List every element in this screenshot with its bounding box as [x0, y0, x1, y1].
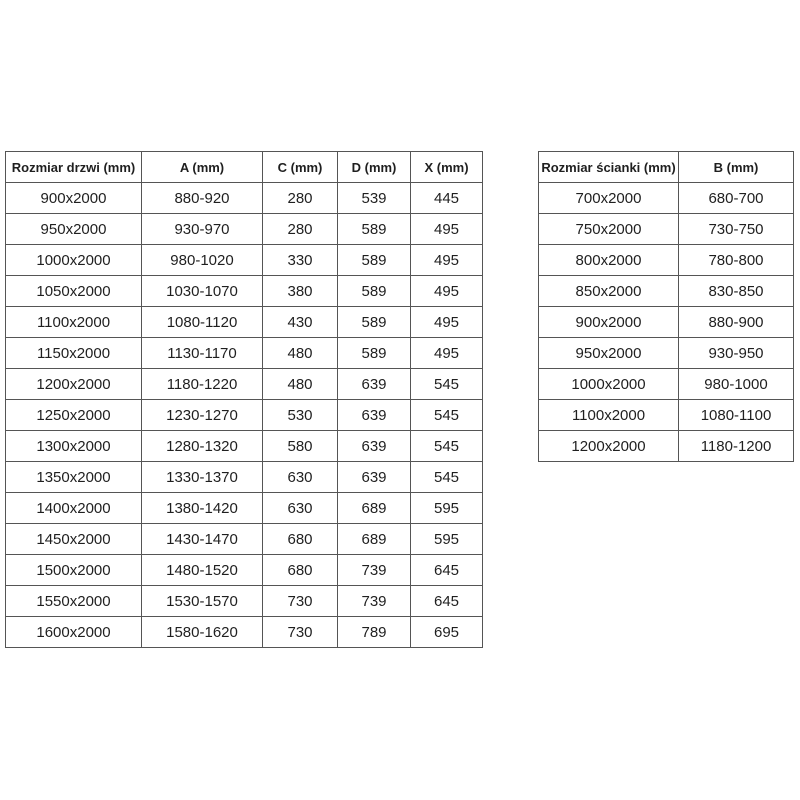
column-header: X (mm): [411, 152, 483, 183]
table-cell: 539: [338, 183, 411, 214]
table-cell: 1550x2000: [6, 586, 142, 617]
table-cell: 980-1020: [142, 245, 263, 276]
table-cell: 930-950: [679, 338, 794, 369]
table-cell: 1380-1420: [142, 493, 263, 524]
header-row: [6, 152, 483, 183]
table-cell: 545: [411, 369, 483, 400]
table-cell: 739: [338, 586, 411, 617]
door-size-table: [5, 151, 483, 648]
table-cell: 930-970: [142, 214, 263, 245]
table-cell: 1450x2000: [6, 524, 142, 555]
table-cell: 545: [411, 462, 483, 493]
table-cell: 280: [263, 214, 338, 245]
table-row: [6, 307, 483, 338]
table-cell: 730: [263, 617, 338, 648]
table-cell: 445: [411, 183, 483, 214]
table-cell: 1280-1320: [142, 431, 263, 462]
table-row: [6, 524, 483, 555]
table-cell: 750x2000: [539, 214, 679, 245]
table-cell: 380: [263, 276, 338, 307]
table-cell: 1350x2000: [6, 462, 142, 493]
table-cell: 1080-1100: [679, 400, 794, 431]
table-cell: 789: [338, 617, 411, 648]
table-cell: 850x2000: [539, 276, 679, 307]
table-cell: 1180-1200: [679, 431, 794, 462]
column-header: A (mm): [142, 152, 263, 183]
table-cell: 800x2000: [539, 245, 679, 276]
table-row: [6, 245, 483, 276]
table-row: [6, 617, 483, 648]
table-row: [539, 245, 794, 276]
table-cell: 830-850: [679, 276, 794, 307]
table-cell: 950x2000: [6, 214, 142, 245]
table-cell: 639: [338, 431, 411, 462]
table-cell: 495: [411, 276, 483, 307]
table-cell: 1400x2000: [6, 493, 142, 524]
table-cell: 580: [263, 431, 338, 462]
table-cell: 589: [338, 245, 411, 276]
table-row: [539, 307, 794, 338]
table-row: [539, 369, 794, 400]
table-cell: 680-700: [679, 183, 794, 214]
column-header: Rozmiar ścianki (mm): [539, 152, 679, 183]
table-cell: 530: [263, 400, 338, 431]
table-cell: 1000x2000: [6, 245, 142, 276]
table-cell: 1330-1370: [142, 462, 263, 493]
table-cell: 950x2000: [539, 338, 679, 369]
table-cell: 1230-1270: [142, 400, 263, 431]
table-cell: 630: [263, 493, 338, 524]
table-cell: 1580-1620: [142, 617, 263, 648]
table-cell: 1250x2000: [6, 400, 142, 431]
table-row: [539, 400, 794, 431]
table-cell: 280: [263, 183, 338, 214]
table-cell: 1600x2000: [6, 617, 142, 648]
table-cell: 430: [263, 307, 338, 338]
table-cell: 645: [411, 555, 483, 586]
table-cell: 495: [411, 245, 483, 276]
table-row: [6, 493, 483, 524]
table-cell: 639: [338, 400, 411, 431]
table-cell: 545: [411, 431, 483, 462]
table-cell: 900x2000: [539, 307, 679, 338]
table-row: [539, 338, 794, 369]
table-cell: 680: [263, 524, 338, 555]
table-cell: 1100x2000: [539, 400, 679, 431]
table-cell: 480: [263, 369, 338, 400]
table-cell: 689: [338, 524, 411, 555]
table-cell: 730: [263, 586, 338, 617]
table-cell: 589: [338, 214, 411, 245]
table-cell: 1080-1120: [142, 307, 263, 338]
table-row: [6, 214, 483, 245]
table-cell: 1050x2000: [6, 276, 142, 307]
table-cell: 680: [263, 555, 338, 586]
table-cell: 1030-1070: [142, 276, 263, 307]
table-cell: 880-900: [679, 307, 794, 338]
table-cell: 980-1000: [679, 369, 794, 400]
column-header: Rozmiar drzwi (mm): [6, 152, 142, 183]
table-cell: 1530-1570: [142, 586, 263, 617]
table-row: [539, 431, 794, 462]
table-cell: 780-800: [679, 245, 794, 276]
table-row: [6, 183, 483, 214]
table-row: [6, 400, 483, 431]
table-row: [539, 276, 794, 307]
table-cell: 1430-1470: [142, 524, 263, 555]
column-header: D (mm): [338, 152, 411, 183]
table-cell: 639: [338, 369, 411, 400]
table-cell: 589: [338, 307, 411, 338]
table-cell: 545: [411, 400, 483, 431]
table-cell: 595: [411, 524, 483, 555]
table-cell: 900x2000: [6, 183, 142, 214]
table-row: [6, 462, 483, 493]
table-cell: 1200x2000: [539, 431, 679, 462]
table-cell: 730-750: [679, 214, 794, 245]
column-header: C (mm): [263, 152, 338, 183]
table-cell: 695: [411, 617, 483, 648]
table-cell: 1000x2000: [539, 369, 679, 400]
table-cell: 589: [338, 276, 411, 307]
table-cell: 1100x2000: [6, 307, 142, 338]
table-row: [6, 586, 483, 617]
table-cell: 1480-1520: [142, 555, 263, 586]
table-row: [539, 183, 794, 214]
table-cell: 1200x2000: [6, 369, 142, 400]
wall-size-table: [538, 151, 794, 462]
table-cell: 639: [338, 462, 411, 493]
table-cell: 1130-1170: [142, 338, 263, 369]
table-cell: 495: [411, 307, 483, 338]
table-cell: 480: [263, 338, 338, 369]
table-cell: 689: [338, 493, 411, 524]
table-row: [539, 214, 794, 245]
header-row: [539, 152, 794, 183]
table-cell: 630: [263, 462, 338, 493]
table-cell: 595: [411, 493, 483, 524]
table-row: [6, 431, 483, 462]
table-cell: 495: [411, 214, 483, 245]
table-cell: 739: [338, 555, 411, 586]
table-cell: 1180-1220: [142, 369, 263, 400]
column-header: B (mm): [679, 152, 794, 183]
table-cell: 880-920: [142, 183, 263, 214]
table-row: [6, 338, 483, 369]
table-cell: 495: [411, 338, 483, 369]
table-row: [6, 555, 483, 586]
table-cell: 645: [411, 586, 483, 617]
table-row: [6, 276, 483, 307]
table-cell: 589: [338, 338, 411, 369]
table-cell: 1500x2000: [6, 555, 142, 586]
table-cell: 1300x2000: [6, 431, 142, 462]
table-cell: 330: [263, 245, 338, 276]
table-row: [6, 369, 483, 400]
table-cell: 1150x2000: [6, 338, 142, 369]
table-cell: 700x2000: [539, 183, 679, 214]
